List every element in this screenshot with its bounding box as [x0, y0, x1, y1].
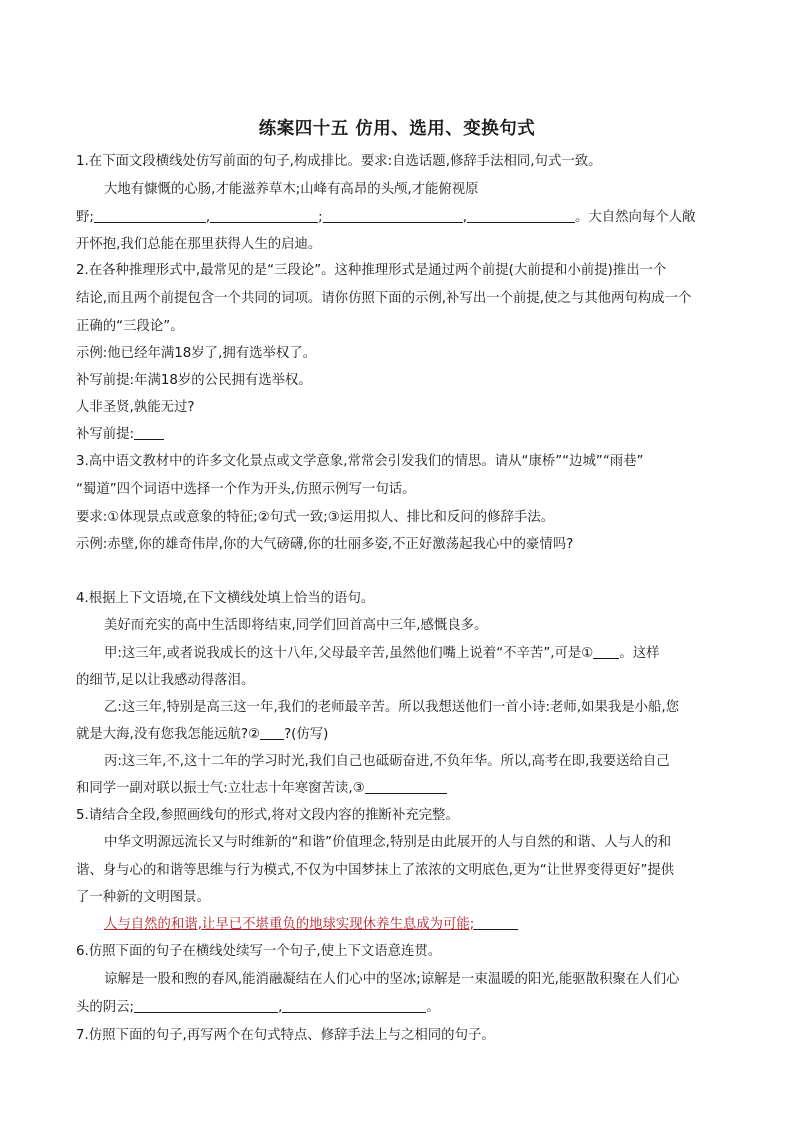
q4-jia-line2: 的细节,足以让我感动得落泪。 [76, 673, 255, 688]
q6-comma: , [278, 1000, 283, 1015]
q4-jia-line1 [104, 645, 659, 663]
q1-line2-start: 野; [76, 210, 94, 225]
q2-answer-blank[interactable] [134, 426, 164, 440]
q2-example: 示例:他已经年满18岁了,拥有选举权了。 [76, 346, 317, 361]
q1-prompt: 1.在下面文段横线处仿写前面的句子,构成排比。要求:自选话题,修辞手法相同,句式一致。 [76, 154, 602, 169]
q1-comma-1: , [205, 210, 211, 225]
q6-line2-end: 。 [426, 1000, 440, 1015]
q5-prompt: 5.请结合全段,参照画线句的形式,将对文段内容的推断补充完整。 [76, 808, 459, 823]
q5-line1: 中华文明源远流长又与时维新的“和谐”价值理念,特别是由此展开的人与自然的和谐、人与人的和 [104, 835, 672, 850]
q1-blank-1[interactable] [94, 209, 206, 223]
q4-bing-line2 [76, 780, 447, 798]
q4-yi-line1: 乙:这三年,特别是高三这一年,我们的老师最辛苦。所以我想送他们一首小诗:老师,如果我是小船,您 [104, 700, 680, 715]
q5-line2: 谐、身与心的和谐等思维与行为模式,不仅为中国梦抹上了浓浓的文明底色,更为“让世界变得更好”提供 [76, 863, 675, 878]
q5-underlined-line [104, 916, 518, 934]
q2-line3: 正确的“三段论”。 [76, 319, 184, 334]
q3-line2: “蜀道”四个词语中选择一个作为开头,仿照示例写一句话。 [76, 482, 416, 497]
q5-underlined-sentence: 人与自然的和谐,让早已不堪重负的地球实现休养生息成为可能; [104, 917, 475, 932]
q5-answer-blank[interactable] [474, 916, 518, 930]
q4-blank-3[interactable] [365, 780, 447, 794]
q6-blank-2[interactable] [282, 999, 426, 1013]
q1-blank-4[interactable] [467, 209, 575, 223]
q6-prompt: 6.仿照下面的句子在横线处续写一个句子,使上下文语意连贯。 [76, 944, 442, 959]
q4-prompt: 4.根据上下文语境,在下文横线处填上恰当的语句。 [76, 591, 375, 606]
q6-line2-start: 头的阴云; [76, 1000, 135, 1015]
q1-blank-2[interactable] [210, 209, 318, 223]
q1-blank-3[interactable] [323, 209, 463, 223]
q4-intro: 美好而充实的高中生活即将结束,同学们回首高中三年,感慨良多。 [104, 618, 488, 633]
q3-example: 示例:赤壁,你的雄奇伟岸,你的大气磅礴,你的壮丽多姿,不正好激荡起我心中的豪情吗? [76, 537, 574, 552]
q1-semicolon: ; [318, 210, 323, 225]
q6-line1: 谅解是一股和煦的春风,能消融凝结在人们心中的坚冰;谅解是一束温暖的阳光,能驱散积聚在人们心 [104, 972, 680, 987]
q2-answer-label: 补写前提: [76, 427, 135, 442]
q1-line2 [76, 209, 695, 227]
q2-line2: 结论,而且两个前提包含一个共同的词项。请你仿照下面的示例,补写出一个前提,使之与其他两句构成一个 [76, 291, 692, 306]
q4-yi-line2 [76, 726, 328, 744]
q4-yi-end: ?(仿写) [284, 727, 329, 742]
q4-yi-text: 就是大海,没有您我怎能远航?② [76, 727, 261, 742]
q2-premise: 补写前提:年满18岁的公民拥有选举权。 [76, 373, 312, 388]
q6-blank-1[interactable] [134, 999, 278, 1013]
q1-line1: 大地有慷慨的心肠,才能滋养草木;山峰有高昂的头颅,才能俯视原 [104, 182, 479, 197]
q2-line1: 2.在各种推理形式中,最常见的是“三段论”。这种推理形式是通过两个前提(大前提和小前提)推出一个 [76, 263, 667, 278]
q2-answer-line [76, 426, 164, 444]
q2-question: 人非圣贤,孰能无过? [76, 400, 195, 415]
q4-jia-text: 甲:这三年,或者说我成长的这十八年,父母最辛苦,虽然他们嘴上说着“不辛苦”,可是① [104, 646, 594, 661]
page-title: 练案四十五 仿用、选用、变换句式 [258, 119, 536, 139]
q1-comma-2: , [462, 210, 467, 225]
q5-line3: 了一种新的文明图景。 [76, 890, 210, 905]
q4-blank-1[interactable] [593, 645, 619, 659]
q7-prompt: 7.仿照下面的句子,再写两个在句式特点、修辞手法上与之相同的句子。 [76, 1028, 495, 1043]
q3-line1: 3.高中语文教材中的许多文化景点或文学意象,常常会引发我们的情思。请从“康桥”“边城”“雨巷” [76, 454, 644, 469]
q6-line2 [76, 999, 440, 1017]
q4-bing-text: 和同学一副对联以振士气:立壮志十年寒窗苦读,③ [76, 781, 365, 796]
q1-line2-end: 。大自然向每个人敞 [574, 210, 696, 225]
q1-line3: 开怀抱,我们总能在那里获得人生的启迪。 [76, 237, 322, 252]
q4-blank-2[interactable] [260, 726, 284, 740]
q3-requirement: 要求:①体现景点或意象的特征;②句式一致;③运用拟人、排比和反问的修辞手法。 [76, 510, 555, 525]
q4-bing-line1: 丙:这三年,不,这十二年的学习时光,我们自己也砥砺奋进,不负年华。所以,高考在即,我要送给自己 [104, 754, 670, 769]
q4-jia-end: 。这样 [619, 646, 660, 661]
